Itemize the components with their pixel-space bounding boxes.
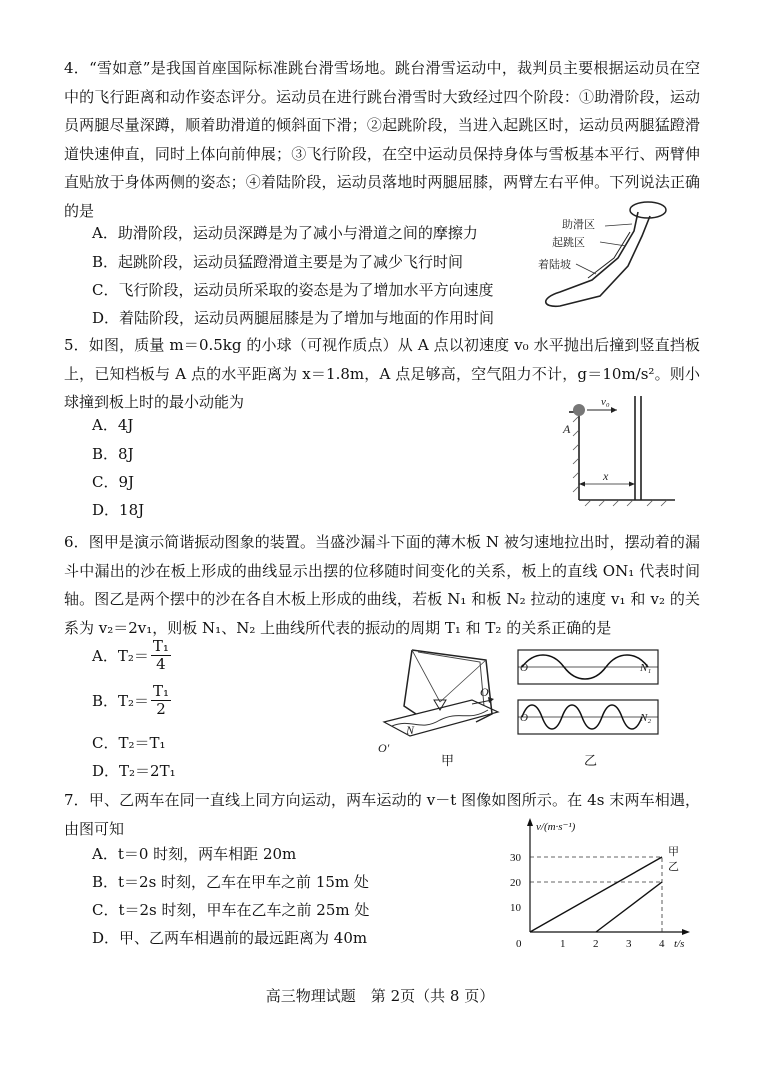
- label-O: O: [480, 685, 489, 699]
- label-Oprime: O′: [378, 741, 390, 755]
- question-5-stem: 5．如图，质量 m＝0.5kg 的小球（可视作质点）从 A 点以初速度 v₀ 水平抛出后撞到竖直挡板上，已知档板与 A 点的水平距离为 x＝1.8m，A 点足够高，空气阻力不计，g＝10m/s²。则小球撞到板上时的最小动能为: [64, 336, 700, 411]
- q5-option-c: C．9J: [92, 473, 135, 491]
- q6-option-b: [92, 683, 171, 718]
- q6-option-a-denominator: 4: [156, 655, 166, 673]
- projectile-figure: [555, 392, 685, 512]
- series-line-1: [530, 857, 662, 932]
- x-tick-label: 1: [560, 938, 566, 950]
- q4-option-c: C．飞行阶段，运动员所采取的姿态是为了增加水平方向速度: [92, 281, 494, 299]
- x-axis-label: t/s: [674, 938, 685, 950]
- label-O-top: O: [520, 662, 528, 674]
- q6-option-b-prefix: B．T₂＝: [92, 692, 150, 710]
- x-tick-label: 3: [626, 938, 632, 950]
- label-v0: v₀: [601, 396, 610, 408]
- q6-option-a: [92, 638, 171, 673]
- caption-jia: 甲: [441, 754, 455, 769]
- label-N1: N₁: [640, 662, 652, 674]
- q7-option-a: A．t＝0 时刻，两车相距 20m: [92, 845, 297, 863]
- label-N2: N₂: [640, 712, 652, 724]
- label-qitiaoqu: 起跳区: [552, 237, 585, 249]
- q6-option-b-denominator: 2: [156, 700, 166, 718]
- y-tick-label: 20: [510, 877, 521, 889]
- x-tick-label: 4: [659, 938, 665, 950]
- q4-option-a: A．助滑阶段，运动员深蹲是为了减小与滑道之间的摩擦力: [92, 224, 478, 242]
- q7-option-b: B．t＝2s 时刻，乙车在甲车之前 15m 处: [92, 873, 369, 891]
- y-axis-label: v/(m·s⁻¹): [536, 821, 576, 833]
- q6-option-b-numerator: T₁: [153, 682, 170, 700]
- page-footer: 高三物理试题 第 2页（共 8 页）: [265, 987, 495, 1005]
- q4-option-b: B．起跳阶段，运动员猛蹬滑道主要是为了减少飞行时间: [92, 253, 464, 271]
- ski-jump-figure: [530, 196, 680, 311]
- q5-option-a: A．4J: [92, 416, 134, 434]
- label-zhuhuaqu: 助滑区: [562, 219, 595, 231]
- q4-option-d: D．着陆阶段，运动员两腿屈膝是为了增加与地面的作用时间: [92, 309, 495, 327]
- x-axis-arrow: [682, 929, 690, 935]
- sand-curves-figure: [516, 648, 662, 740]
- series-label-2: 乙: [668, 861, 679, 873]
- label-O-bottom: O: [520, 712, 528, 724]
- y-tick-label: 10: [510, 902, 521, 914]
- series-label-1: 甲: [668, 846, 679, 858]
- q5-option-d: D．18J: [92, 501, 145, 519]
- label-N: N: [406, 723, 415, 737]
- q6-option-d: D．T₂＝2T₁: [92, 762, 176, 780]
- question-6-stem: 6．图甲是演示简谐振动图象的装置。当盛沙漏斗下面的薄木板 N 被匀速地拉出时，摆动着的漏斗中漏出的沙在板上形成的曲线显示出摆的位移随时间变化的关系，板上的直线 ON₁ 代表时间轴。图乙是两个摆中的沙在各自木板上形成的曲线，若板 N₁ 和板 N₂ 拉动的速度 v₁ 和 v₂ 的关系为 v₂＝2v₁，则板 N₁、N₂ 上曲线所代表的振动的周期 T₁ 和 T₂ 的关系正确的是: [64, 533, 700, 637]
- y-axis-arrow: [527, 818, 533, 826]
- q6-option-a-numerator: T₁: [152, 637, 169, 655]
- q7-option-c: C．t＝2s 时刻，甲车在乙车之前 25m 处: [92, 901, 370, 919]
- label-x: x: [603, 469, 609, 483]
- vt-chart: [490, 814, 700, 950]
- question-7-stem: 7．甲、乙两车在同一直线上同方向运动，两车运动的 v－t 图像如图所示。在 4s 末两车相遇，由图可知: [64, 791, 700, 838]
- x-tick-label: 0: [516, 938, 522, 950]
- caption-yi: 乙: [584, 754, 598, 769]
- label-zhuoluopo: 着陆坡: [538, 259, 571, 271]
- q5-option-b: B．8J: [92, 445, 134, 463]
- q7-option-d: D．甲、乙两车相遇前的最远距离为 40m: [92, 929, 368, 947]
- question-4-stem: 4．“雪如意”是我国首座国际标准跳台滑雪场地。跳台滑雪运动中，裁判员主要根据运动员在空中的飞行距离和动作姿态评分。运动员在进行跳台滑雪时大致经过四个阶段：①助滑阶段，运动员两腿尽量深蹲，顺着助滑道的倾斜面下滑；②起跳阶段，当进入起跳区时，运动员两腿猛蹬滑道快速伸直，同时上体向前伸展；③飞行阶段，在空中运动员保持身体与雪板基本平行、两臂伸直贴放于身体两侧的姿态；④着陆阶段，运动员落地时两腿屈膝，两臂左右平伸。下列说法正确的是: [64, 59, 700, 220]
- q6-option-a-prefix: A．T₂＝: [92, 647, 149, 665]
- label-A: A: [563, 422, 571, 436]
- y-tick-label: 30: [510, 852, 521, 864]
- q6-option-c: C．T₂＝T₁: [92, 734, 166, 752]
- x-tick-label: 2: [593, 938, 599, 950]
